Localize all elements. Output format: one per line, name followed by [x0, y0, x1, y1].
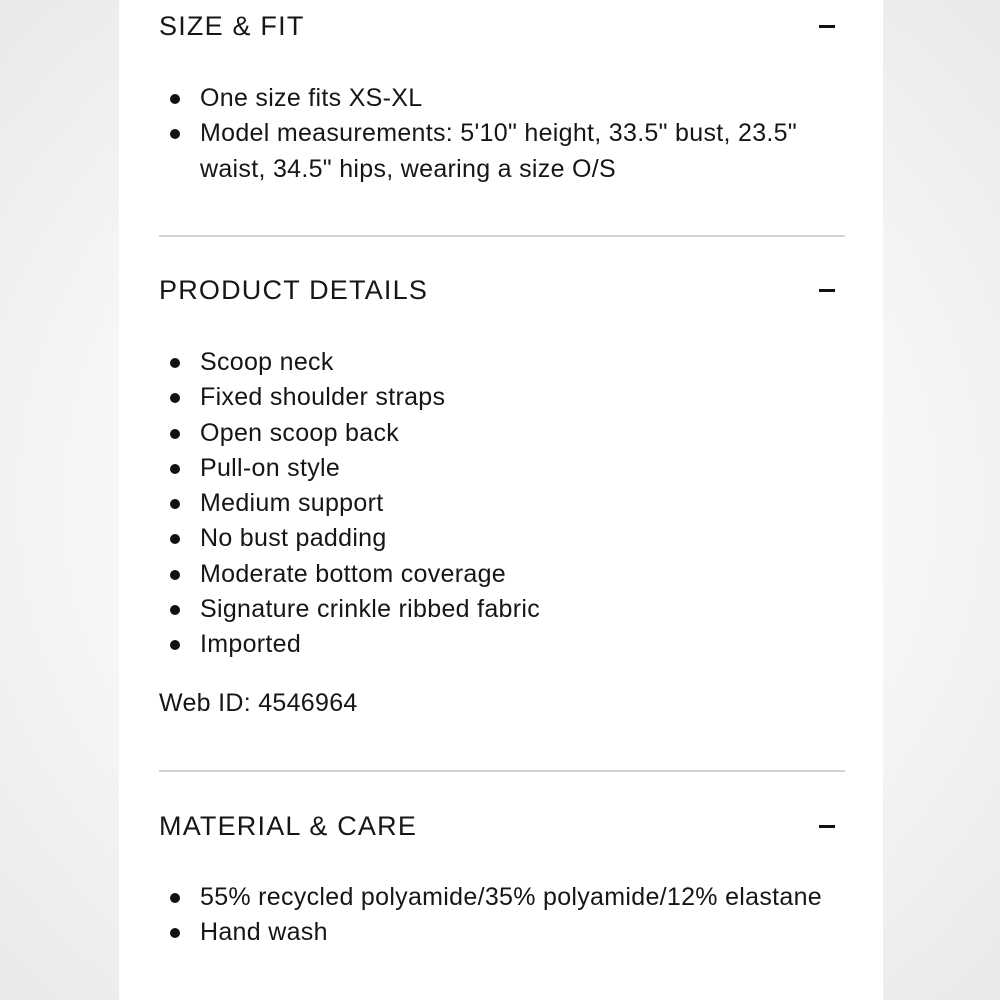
section-size-fit [159, 6, 845, 183]
section-title: PRODUCT DETAILS [159, 275, 429, 305]
section-material-care [159, 806, 845, 947]
bullet-icon [170, 393, 180, 403]
list-item: One size fits XS-XL [159, 81, 845, 116]
collapse-toggle-button[interactable] [805, 6, 835, 46]
bullet-icon [170, 570, 180, 580]
list-item: Medium support [159, 486, 845, 521]
bullet-icon [170, 358, 180, 368]
bullet-icon [170, 94, 180, 104]
section-product-details [159, 270, 845, 717]
bullet-icon [170, 464, 180, 474]
size-fit-list [159, 81, 845, 187]
minus-icon [819, 825, 835, 828]
bullet-icon [170, 640, 180, 650]
list-item: Signature crinkle ribbed fabric [159, 592, 845, 627]
collapse-toggle-button[interactable] [805, 806, 835, 846]
minus-icon [819, 25, 835, 28]
product-info-panel [119, 0, 883, 1000]
bullet-icon [170, 893, 180, 903]
list-item: Imported [159, 627, 845, 662]
section-title: MATERIAL & CARE [159, 811, 418, 841]
bullet-icon [170, 499, 180, 509]
list-item: Hand wash [159, 915, 845, 950]
collapse-toggle-button[interactable] [805, 270, 835, 310]
list-item: Open scoop back [159, 416, 845, 451]
list-item: No bust padding [159, 521, 845, 556]
list-item: Model measurements: 5'10" height, 33.5" bust, 23.5" waist, 34.5" hips, wearing a size O/S [159, 116, 845, 187]
section-header-size-fit[interactable] [159, 6, 845, 46]
bullet-icon [170, 534, 180, 544]
list-item: Pull-on style [159, 451, 845, 486]
section-divider [159, 235, 845, 237]
section-title: SIZE & FIT [159, 11, 305, 41]
bullet-icon [170, 928, 180, 938]
material-care-list [159, 880, 845, 951]
list-item: Scoop neck [159, 345, 845, 380]
section-header-product-details[interactable] [159, 270, 845, 310]
product-details-list [159, 345, 845, 663]
section-header-material-care[interactable] [159, 806, 845, 846]
list-item: 55% recycled polyamide/35% polyamide/12% elastane [159, 880, 845, 915]
section-divider [159, 770, 845, 772]
bullet-icon [170, 605, 180, 615]
list-item: Fixed shoulder straps [159, 380, 845, 415]
bullet-icon [170, 129, 180, 139]
bullet-icon [170, 429, 180, 439]
web-id-text: Web ID: 4546964 [159, 689, 358, 717]
minus-icon [819, 289, 835, 292]
list-item: Moderate bottom coverage [159, 557, 845, 592]
